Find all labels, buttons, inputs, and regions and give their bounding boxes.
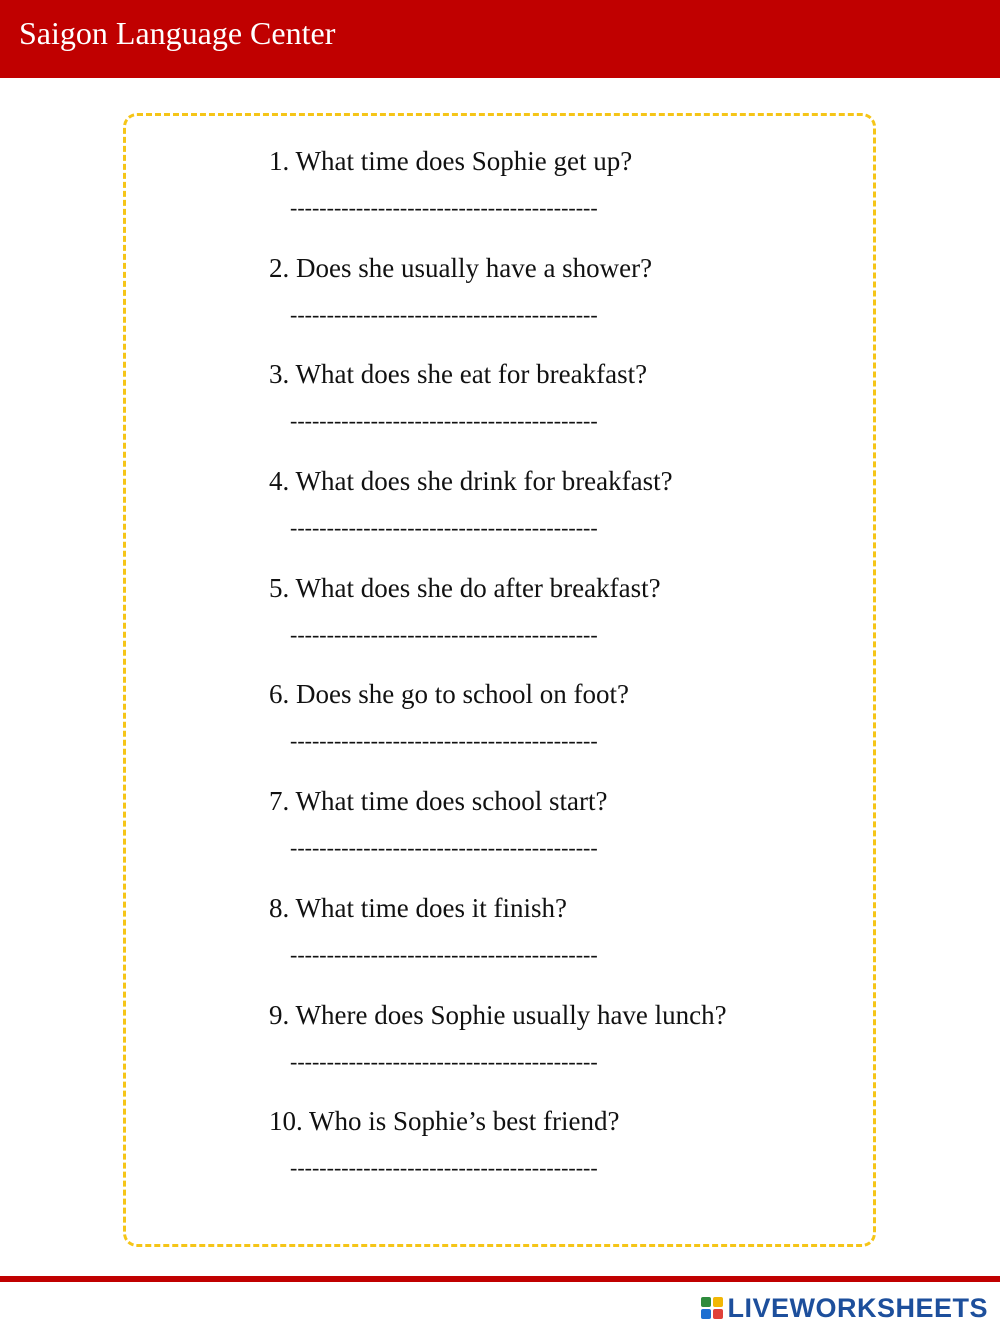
answer-line[interactable]: ------------------------------------------: [290, 728, 598, 754]
answer-line[interactable]: ------------------------------------------: [290, 941, 598, 967]
question-text: 5. What does she do after breakfast?: [269, 572, 661, 603]
question-item-5: [269, 567, 869, 674]
header-bar: [0, 0, 1000, 78]
question-text: 2. Does she usually have a shower?: [269, 252, 653, 283]
question-text: 9. Where does Sophie usually have lunch?: [269, 999, 727, 1030]
answer-line[interactable]: ------------------------------------------: [290, 1048, 598, 1074]
question-item-2: [269, 247, 869, 354]
logo-square-yellow: [713, 1297, 723, 1307]
brand-name: LIVEWORKSHEETS: [727, 1293, 988, 1323]
brand-link[interactable]: [701, 1292, 988, 1324]
answer-line[interactable]: ------------------------------------------: [290, 301, 598, 327]
question-text: 8. What time does it finish?: [269, 892, 567, 923]
answer-line[interactable]: ------------------------------------------: [290, 835, 598, 861]
question-item-8: [269, 887, 869, 994]
question-text: 4. What does she drink for breakfast?: [269, 466, 673, 497]
answer-line[interactable]: ------------------------------------------: [290, 621, 598, 647]
liveworksheets-logo-icon: [701, 1297, 723, 1319]
question-text: 10. Who is Sophie’s best friend?: [269, 1106, 620, 1137]
question-item-9: [269, 994, 869, 1101]
question-text: 7. What time does school start?: [269, 786, 608, 817]
logo-square-blue: [701, 1309, 711, 1319]
answer-line[interactable]: ------------------------------------------: [290, 515, 598, 541]
answer-line[interactable]: ------------------------------------------: [290, 1155, 598, 1181]
question-item-3: [269, 353, 869, 460]
header-title: Saigon Language Center: [19, 15, 336, 51]
question-text: 3. What does she eat for breakfast?: [269, 359, 648, 390]
logo-square-green: [701, 1297, 711, 1307]
question-list: [269, 140, 869, 1207]
answer-line[interactable]: ------------------------------------------: [290, 195, 598, 220]
question-item-1: [269, 140, 869, 247]
answer-line[interactable]: ------------------------------------------: [290, 408, 598, 434]
question-text: 6. Does she go to school on foot?: [269, 679, 629, 710]
question-item-6: [269, 673, 869, 780]
question-item-10: [269, 1100, 869, 1207]
footer-rule: [0, 1276, 1000, 1282]
question-item-7: [269, 780, 869, 887]
question-text: 1. What time does Sophie get up?: [269, 146, 633, 176]
logo-square-red: [713, 1309, 723, 1319]
question-item-4: [269, 460, 869, 567]
